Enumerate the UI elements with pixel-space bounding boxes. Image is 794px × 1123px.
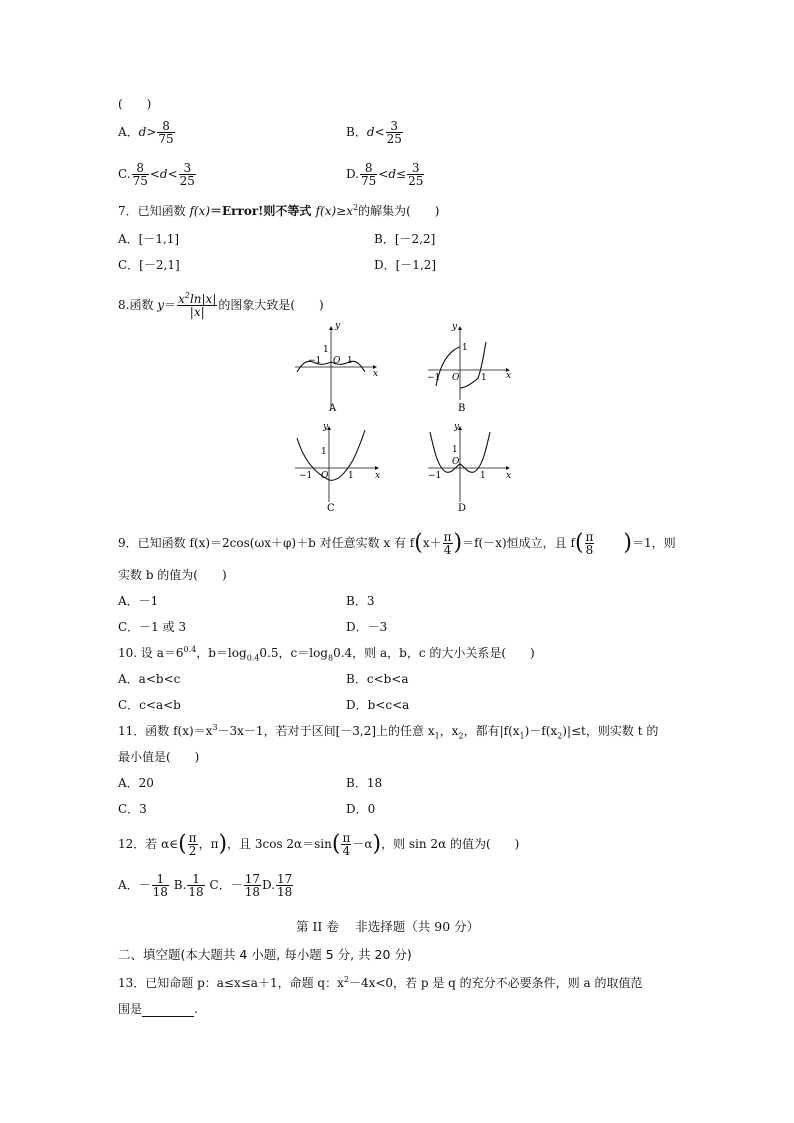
numerator: π bbox=[585, 530, 594, 544]
log-base: 8 bbox=[327, 653, 334, 663]
subscript: 1 bbox=[434, 731, 440, 741]
q7-stem bbox=[118, 203, 439, 219]
arg-text: x＋ bbox=[422, 536, 442, 550]
stem-text: 7．已知函数 bbox=[118, 204, 190, 218]
q9-option-d[interactable]: D．－3 bbox=[346, 620, 388, 634]
q7-option-a[interactable]: A．[－1,1] bbox=[118, 232, 180, 246]
denominator: 25 bbox=[179, 174, 195, 188]
neg1-label: −1 bbox=[428, 471, 442, 481]
numerator: 17 bbox=[244, 872, 260, 886]
numerator: 1 bbox=[152, 873, 169, 886]
q9-line2: 实数 b 的值为( ) bbox=[118, 568, 227, 582]
q12-stem bbox=[118, 829, 519, 860]
y-label: y bbox=[454, 422, 460, 432]
exponent: 3 bbox=[212, 723, 218, 732]
stem-text: 10. 设 a＝6 bbox=[118, 646, 184, 660]
num-x: x bbox=[178, 292, 185, 306]
q11-option-c[interactable]: C．3 bbox=[118, 802, 147, 816]
part2-title: 第 II 卷 非选择题（共 90 分） bbox=[296, 919, 480, 934]
subscript: 2 bbox=[557, 731, 563, 741]
fraction bbox=[132, 162, 149, 187]
stem-text: －3x－1，若对于区间[－3,2]上的任意 x bbox=[217, 724, 435, 738]
fraction bbox=[585, 531, 595, 556]
stem-text: 11．函数 f(x)＝x bbox=[118, 724, 213, 738]
denominator: 4 bbox=[342, 844, 351, 858]
q11-option-a[interactable]: A．20 bbox=[118, 776, 154, 790]
denominator: |x| bbox=[189, 305, 205, 319]
fraction bbox=[177, 293, 217, 318]
y-label: y bbox=[335, 322, 341, 331]
var-d: d bbox=[366, 125, 375, 139]
paren-close: ) bbox=[372, 831, 382, 857]
q12-options bbox=[118, 870, 294, 900]
paren-close: ) bbox=[623, 530, 633, 556]
fraction bbox=[443, 531, 453, 556]
fraction bbox=[276, 873, 293, 898]
pos1-label: 1 bbox=[347, 356, 353, 366]
denominator: 18 bbox=[244, 885, 260, 899]
q9-option-a[interactable]: A．－1 bbox=[118, 594, 159, 608]
stem-text: 围是 bbox=[118, 1002, 143, 1016]
q9-option-b[interactable]: B．3 bbox=[346, 594, 375, 608]
caption: B bbox=[458, 403, 466, 414]
numerator: 3 bbox=[179, 162, 196, 175]
fraction bbox=[244, 873, 261, 898]
neg1-label: −1 bbox=[299, 471, 313, 481]
option-label: B. bbox=[173, 878, 187, 892]
paren-open: ( bbox=[574, 530, 584, 556]
var-y: y bbox=[157, 298, 165, 312]
stem-text: ，则 sin 2α 的值为( ) bbox=[381, 837, 520, 851]
pos1-label: 1 bbox=[481, 373, 487, 383]
relation: > bbox=[146, 125, 157, 139]
x-arrow-icon bbox=[506, 466, 510, 470]
caption: D bbox=[458, 503, 467, 514]
fraction bbox=[360, 162, 377, 187]
q11-option-d[interactable]: D．0 bbox=[346, 802, 376, 816]
y-label: y bbox=[452, 322, 458, 332]
ytick-label: 1 bbox=[321, 447, 327, 457]
q7-option-d[interactable]: D．[－1,2] bbox=[374, 258, 437, 272]
paren-open: ( bbox=[331, 831, 341, 857]
stem-text: ，且 3cos 2α＝sin bbox=[227, 837, 332, 851]
stem-text: 12．若 α∈ bbox=[118, 837, 179, 851]
stem-text: 9．已知函数 f(x)＝2cos(ωx＋φ)＋b 对任意实数 x 有 f bbox=[118, 536, 415, 550]
q7-option-c[interactable]: C．[－2,1] bbox=[118, 258, 180, 272]
stem-text: 的解集为( ) bbox=[358, 204, 440, 218]
q11-line2: 最小值是( ) bbox=[118, 750, 200, 764]
var-d: d bbox=[138, 125, 147, 139]
y-arrow-icon bbox=[329, 326, 333, 330]
denominator: 8 bbox=[585, 543, 594, 557]
neg1-label: −1 bbox=[308, 356, 322, 366]
q6-option-d[interactable] bbox=[346, 162, 425, 187]
q13-line2 bbox=[118, 1001, 198, 1017]
option-label: A． bbox=[118, 125, 139, 139]
ytick-label: 1 bbox=[323, 345, 329, 355]
stem-text: ，都有|f(x bbox=[463, 724, 520, 738]
q9-option-c[interactable]: C．－1 或 3 bbox=[118, 620, 187, 634]
q10-option-d[interactable]: D．b<c<a bbox=[346, 698, 410, 712]
denominator: 18 bbox=[188, 885, 204, 899]
period: . bbox=[194, 1002, 198, 1016]
q10-stem bbox=[118, 645, 535, 661]
stem-text: ＝1，则 bbox=[632, 536, 676, 550]
stem-text: －α bbox=[352, 837, 373, 851]
stem-text: ＝Error!则不等式 bbox=[210, 204, 316, 218]
q10-option-a[interactable]: A．a<b<c bbox=[118, 672, 181, 686]
numerator: 8 bbox=[157, 120, 174, 133]
exponent: 2 bbox=[343, 975, 349, 984]
option-label: D. bbox=[346, 167, 360, 181]
num-ln: ln|x| bbox=[189, 292, 217, 306]
relation: <d< bbox=[149, 167, 178, 181]
paren-close: ) bbox=[218, 831, 228, 857]
q7-option-b[interactable]: B．[－2,2] bbox=[374, 232, 436, 246]
pos1-label: 1 bbox=[348, 471, 354, 481]
fraction bbox=[179, 162, 196, 187]
stem-text: 的图象大致是( ) bbox=[218, 298, 324, 312]
stem-text: 0.5，c＝log bbox=[259, 646, 328, 660]
graph-option-d[interactable] bbox=[424, 422, 514, 514]
pos1-label: 1 bbox=[480, 471, 486, 481]
log-base: 0.4 bbox=[246, 653, 260, 663]
numerator: 3 bbox=[407, 162, 424, 175]
stem-text: )|≤t，则实数 t 的 bbox=[562, 724, 659, 738]
q12-option-a[interactable] bbox=[118, 872, 170, 899]
equals: ＝ bbox=[164, 298, 177, 312]
denominator: 4 bbox=[443, 543, 452, 557]
fraction bbox=[386, 120, 403, 145]
denominator: 25 bbox=[408, 174, 424, 188]
paren-close: ) bbox=[453, 530, 463, 556]
option-label: C. bbox=[118, 167, 131, 181]
numerator: π bbox=[443, 530, 452, 544]
answer-blank[interactable] bbox=[142, 1004, 194, 1017]
stem-text: －4x<0，若 p 是 q 的充分不必要条件，则 a 的取值范 bbox=[348, 976, 643, 990]
origin-label: O bbox=[452, 457, 460, 467]
q10-option-c[interactable]: C．c<a<b bbox=[118, 698, 181, 712]
q10-option-b[interactable]: B．c<b<a bbox=[346, 672, 409, 686]
numerator: 8 bbox=[360, 162, 377, 175]
fraction bbox=[152, 873, 169, 898]
fraction bbox=[407, 162, 424, 187]
denominator: 18 bbox=[277, 885, 293, 899]
stem-text: ＝f(－x)恒成立，且 f bbox=[462, 536, 575, 550]
exponent: 2 bbox=[353, 203, 359, 212]
fraction bbox=[157, 120, 174, 145]
q8-stem bbox=[118, 290, 324, 320]
inequality: f(x)≥x bbox=[315, 204, 354, 218]
numerator: π bbox=[342, 831, 351, 845]
q12-option-b[interactable] bbox=[173, 872, 206, 899]
q11-option-b[interactable]: B．18 bbox=[346, 776, 383, 790]
subscript: 2 bbox=[458, 731, 464, 741]
stem-text: ，x bbox=[439, 724, 459, 738]
denominator: 18 bbox=[152, 885, 168, 899]
denominator: 75 bbox=[132, 174, 148, 188]
section-heading: 二、填空题(本大题共 4 小题, 每小题 5 分, 共 20 分) bbox=[118, 947, 412, 962]
q6-option-b[interactable] bbox=[346, 120, 404, 145]
exponent: 0.4 bbox=[183, 645, 197, 654]
fraction bbox=[188, 832, 198, 857]
denominator: 75 bbox=[361, 174, 377, 188]
ytick-label: 1 bbox=[452, 445, 458, 455]
subscript: 1 bbox=[519, 731, 525, 741]
option-label: A．－ bbox=[118, 878, 151, 892]
q6-option-a[interactable] bbox=[118, 120, 176, 145]
x-label: x bbox=[373, 369, 379, 379]
numerator: 17 bbox=[277, 872, 293, 886]
graph-option-a[interactable] bbox=[293, 322, 379, 414]
stem-text: 8.函数 bbox=[118, 298, 158, 312]
origin-label: O bbox=[321, 471, 329, 481]
caption: C bbox=[327, 503, 335, 514]
q6-paren: ( ) bbox=[118, 97, 152, 111]
ytick-label: 1 bbox=[462, 343, 468, 353]
q12-option-d[interactable] bbox=[262, 872, 294, 899]
paren-open: ( bbox=[178, 831, 187, 857]
fx: f(x) bbox=[189, 204, 211, 218]
exponent: 2 bbox=[184, 291, 190, 300]
fraction bbox=[341, 832, 351, 857]
numerator: 1 bbox=[187, 873, 204, 886]
q12-option-c[interactable] bbox=[209, 872, 262, 899]
paren-open: ( bbox=[414, 530, 423, 556]
numerator: π bbox=[188, 831, 197, 845]
stem-text: )－f(x bbox=[524, 724, 558, 738]
x-label: x bbox=[506, 371, 512, 381]
graph-option-b[interactable] bbox=[424, 322, 514, 414]
option-label: D. bbox=[262, 878, 276, 892]
x-label: x bbox=[506, 471, 512, 481]
relation: <d≤ bbox=[378, 167, 407, 181]
y-arrow-icon bbox=[458, 326, 462, 330]
numerator: 3 bbox=[386, 120, 403, 133]
neg1-label: −1 bbox=[427, 373, 441, 383]
stem-text: 0.4，则 a，b，c 的大小关系是( ) bbox=[333, 646, 535, 660]
origin-label: O bbox=[452, 373, 460, 383]
option-label: B． bbox=[346, 125, 367, 139]
origin-label: O bbox=[333, 356, 341, 366]
denominator: 75 bbox=[158, 132, 174, 146]
stem-text: 13．已知命题 p：a≤x≤a＋1，命题 q：x bbox=[118, 976, 344, 990]
graph-option-c[interactable] bbox=[293, 422, 383, 514]
relation: < bbox=[374, 125, 385, 139]
q13-stem bbox=[118, 975, 642, 991]
x-label: x bbox=[375, 471, 381, 481]
numerator: 8 bbox=[132, 162, 149, 175]
option-label: C．－ bbox=[209, 878, 243, 892]
denominator: 2 bbox=[188, 844, 197, 858]
q9-stem bbox=[118, 528, 676, 559]
fraction bbox=[187, 873, 204, 898]
caption: A bbox=[329, 403, 337, 414]
x-arrow-icon bbox=[375, 466, 379, 470]
q11-stem bbox=[118, 723, 658, 739]
stem-text: ，π bbox=[198, 837, 219, 851]
y-label: y bbox=[323, 422, 329, 432]
stem-text: ，b＝log bbox=[196, 646, 247, 660]
denominator: 25 bbox=[386, 132, 402, 146]
q6-option-c[interactable] bbox=[118, 162, 197, 187]
